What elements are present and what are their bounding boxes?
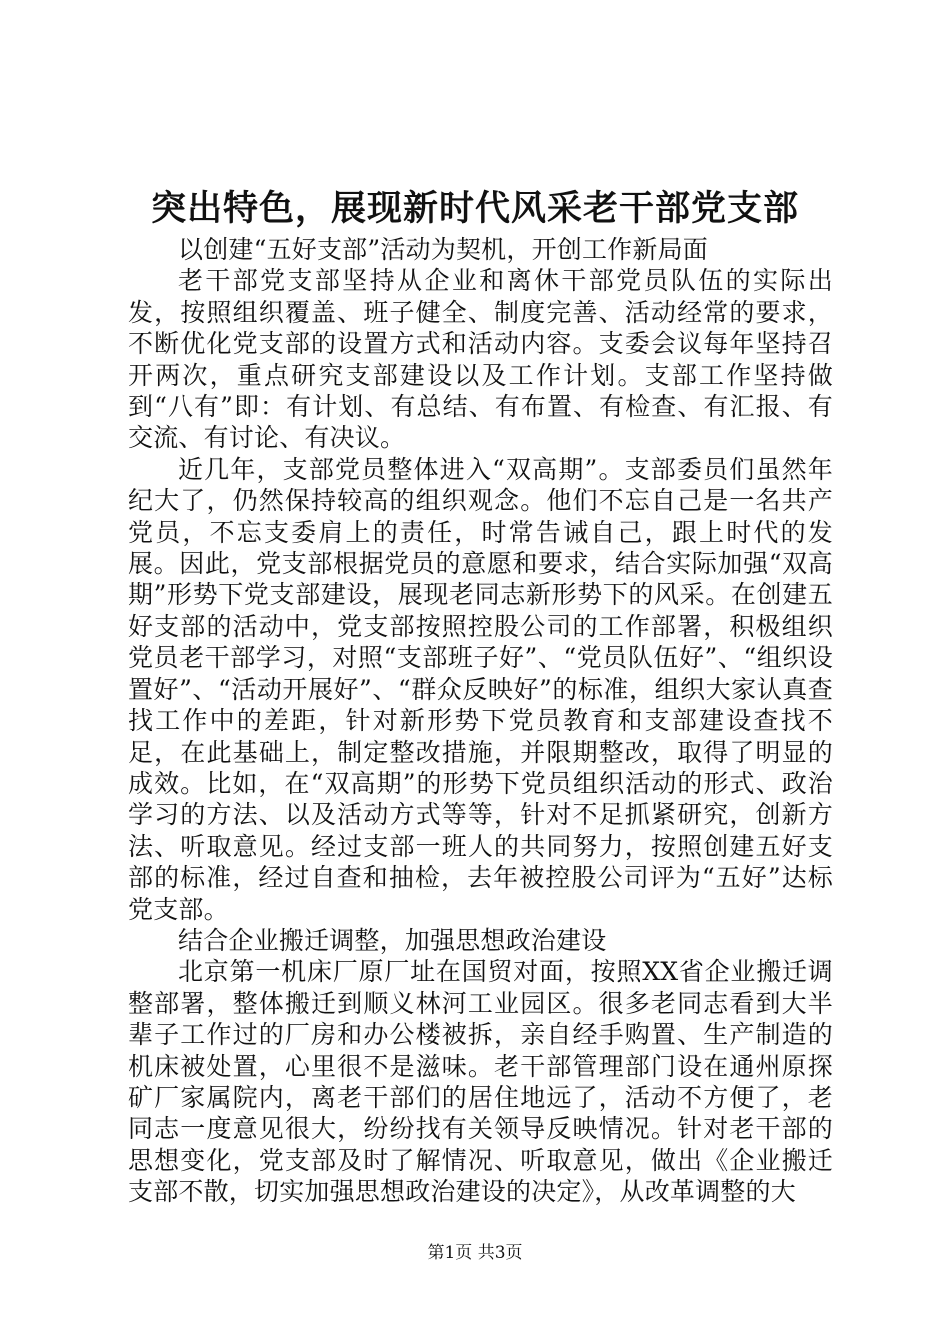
- body-paragraph: 近几年，支部党员整体进入“双高期”。支部委员们虽然年纪大了，仍然保持较高的组织观念。他们不忘自己是一名共产党员，不忘支委肩上的责任，时常告诫自己，跟上时代的发展。因此，党支部根据党员的意愿和要求，结合实际加强“双高期”形势下党支部建设，展现老同志新形势下的风采。在创建五好支部的活动中，党支部按照控股公司的工作部署，积极组织党员老干部学习，对照“支部班子好”、“党员队伍好”、“组织设置好”、“活动开展好”、“群众反映好”的标准，组织大家认真查找工作中的差距，针对新形势下党员教育和支部建设查找不足，在此基础上，制定整改措施，并限期整改，取得了明显的成效。比如，在“双高期”的形势下党员组织活动的形式、政治学习的方法、以及活动方式等等，针对不足抓紧研究，创新方法、听取意见。经过支部一班人的共同努力，按照创建五好支部的标准，经过自查和抽检，去年被控股公司评为“五好”达标党支部。: [128, 454, 833, 924]
- page-title: 突出特色，展现新时代风采老干部党支部: [150, 188, 799, 229]
- section-heading: 以创建“五好支部”活动为契机，开创工作新局面: [178, 235, 708, 264]
- document-body: [128, 234, 833, 1208]
- body-paragraph: 老干部党支部坚持从企业和离休干部党员队伍的实际出发，按照组织覆盖、班子健全、制度完善、活动经常的要求，不断优化党支部的设置方式和活动内容。支委会议每年坚持召开两次，重点研究支部建设以及工作计划。支部工作坚持做到“八有”即：有计划、有总结、有布置、有检查、有汇报、有交流、有讨论、有决议。: [128, 266, 833, 453]
- page-number-footer: 第1页 共3页: [427, 1243, 523, 1263]
- body-paragraph: 北京第一机床厂原厂址在国贸对面，按照XX省企业搬迁调整部署，整体搬迁到顺义林河工业园区。很多老同志看到大半辈子工作过的厂房和办公楼被拆，亲自经手购置、生产制造的机床被处置，心里很不是滋味。老干部管理部门设在通州原探矿厂家属院内，离老干部们的居住地远了，活动不方便了，老同志一度意见很大，纷纷找有关领导反映情况。针对老干部的思想变化，党支部及时了解情况、听取意见，做出《企业搬迁支部不散，切实加强思想政治建设的决定》，从改革调整的大: [128, 957, 833, 1207]
- section-heading: 结合企业搬迁调整，加强思想政治建设: [178, 925, 607, 955]
